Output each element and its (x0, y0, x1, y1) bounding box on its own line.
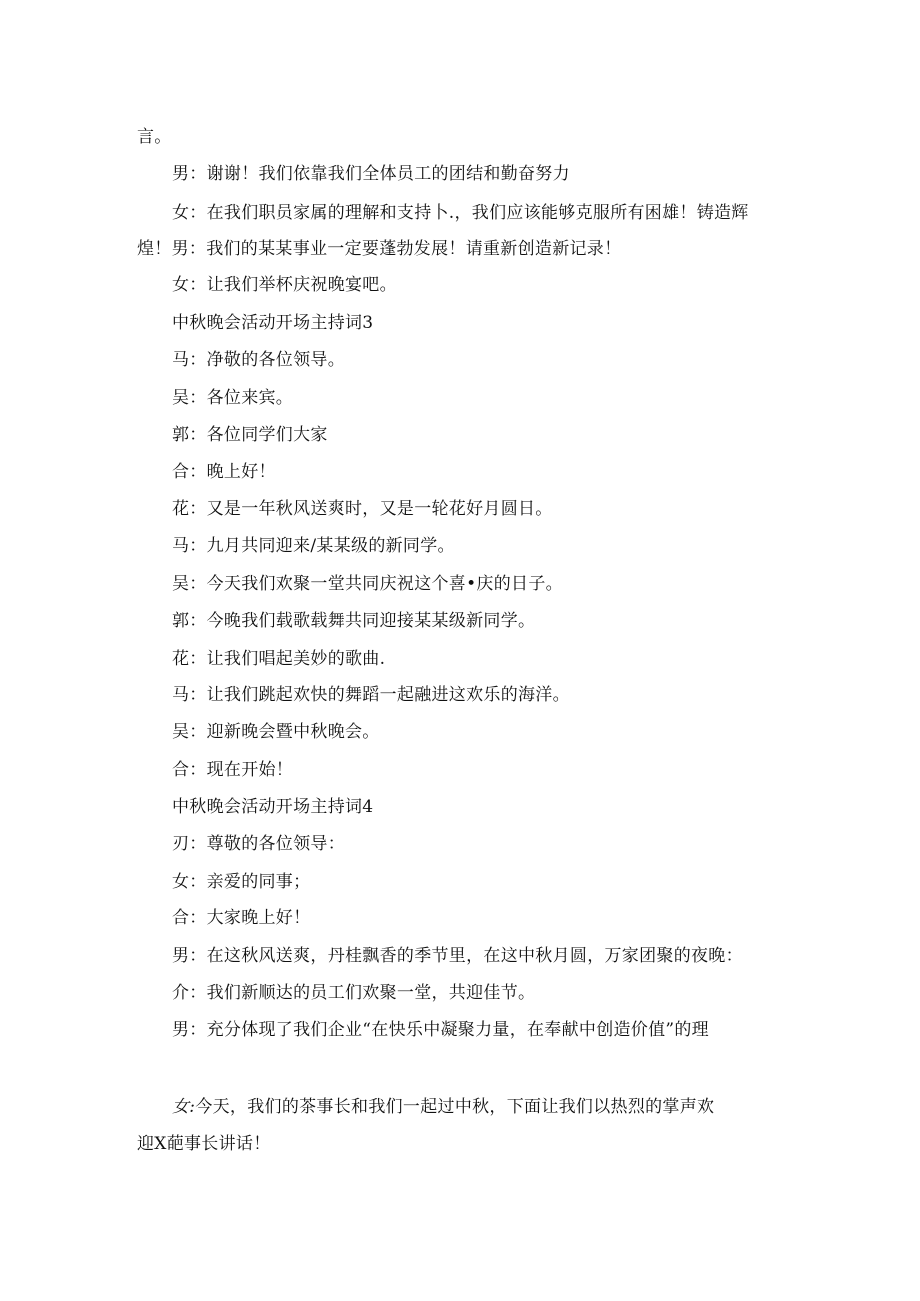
text-line: 吴：今天我们欢聚一堂共同庆祝这个喜•庆的日子。 (172, 574, 563, 594)
text-line: 合：现在开始！ (172, 760, 294, 780)
text-line: 马：让我们跳起欢快的舞蹈一起融进这欢乐的海洋。 (172, 685, 570, 705)
speaker-label: 女: (172, 1097, 196, 1117)
text-line: 吴：各位来宾。 (172, 388, 294, 408)
text-line: 马：九月共同迎来/某某级的新同学。 (172, 536, 455, 556)
text-line: 男：充分体现了我们企业“在快乐中凝聚力量，在奉献中创造价值”的理 (172, 1020, 709, 1040)
text-line: 介：我们新顺达的员工们欢聚一堂，共迎佳节。 (172, 983, 536, 1003)
text-line: 言。 (137, 127, 172, 147)
text-line (172, 1096, 714, 1118)
text-line: 郭：各位同学们大家 (172, 425, 328, 445)
text-line: 花：让我们唱起美妙的歌曲. (172, 649, 386, 669)
text-line: 男：在这秋风送爽，丹桂飘香的季节里，在这中秋月圆，万家团聚的夜晚： (172, 946, 743, 966)
text-line: 马：净敬的各位领导。 (172, 350, 345, 370)
text-line: 花：又是一年秋风送爽时，又是一轮花好月圆日。 (172, 499, 553, 519)
text-line: 煌！男：我们的某某事业一定要蓬勃发展！请重新创造新记录！ (137, 239, 622, 259)
section-heading: 中秋晚会活动开场主持词4 (172, 797, 374, 817)
text-line: 合：大家晚上好！ (172, 908, 311, 928)
text-line-content: 今天，我们的茶事长和我们一起过中秋，下面让我们以热烈的掌声欢 (195, 1097, 715, 1117)
section-heading: 中秋晚会活动开场主持词3 (172, 313, 374, 333)
text-line: 郭：今晚我们载歌载舞共同迎接某某级新同学。 (172, 611, 536, 631)
text-line: 女：在我们职员家属的理解和支持卜.，我们应该能够克服所有困雄！铸造辉 (172, 203, 749, 223)
text-line: 刃：尊敬的各位领导： (172, 834, 345, 854)
text-line: 合：晚上好！ (172, 462, 276, 482)
text-line: 男：谢谢！我们依靠我们全体员工的团结和勤奋努力 (172, 164, 570, 184)
text-line: 迎X葩事长讲话！ (137, 1134, 271, 1154)
text-line: 女：亲爱的同事； (172, 872, 311, 892)
text-line: 吴：迎新晚会暨中秋晚会。 (172, 722, 380, 742)
text-line: 女：让我们举杯庆祝晚宴吧。 (172, 275, 397, 295)
